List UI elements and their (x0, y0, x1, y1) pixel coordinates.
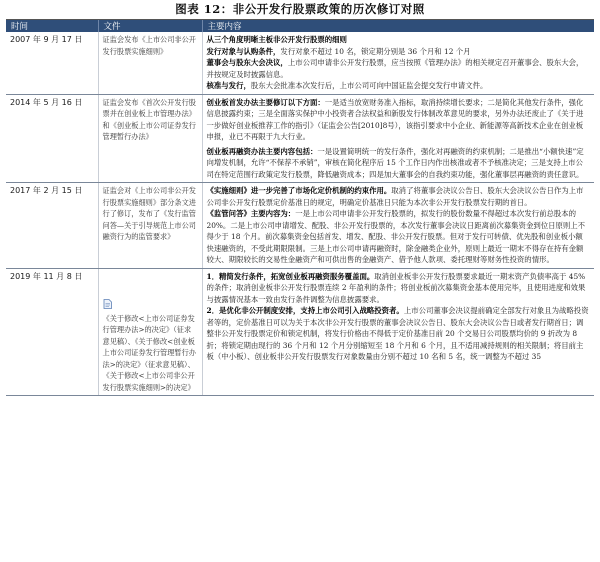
content-heading: 核准与发行， (206, 81, 251, 90)
row-date: 2014 年 5 月 16 日 (6, 94, 98, 183)
content-text: 取消了将董事会决议公告日、股东大会决议公告日作为上市公司非公开发行股票定价基准日的规定，明确定价基准日只能为本次非公开发行股票发行期的首日。 (206, 186, 584, 207)
content-heading: 1．精简发行条件，拓宽创业板再融资服务覆盖面。 (206, 271, 375, 281)
content-paragraph (207, 305, 591, 363)
row-document-text: 《关于修改<上市公司证券发行管理办法>的决定》（征求意见稿）、《关于修改<创业板上市公司证券发行管理暂行办法>的决定》（征求意见稿）、《关于修改<上市公司非公开发行股票实施细则>的决定》 (102, 313, 196, 392)
content-paragraph (207, 46, 591, 58)
content-heading: 创业板再融资办法主要内容包括： (206, 146, 318, 156)
content-heading: 董事会与股东大会决议， (206, 58, 288, 67)
content-paragraph (207, 185, 591, 208)
policy-revision-table (6, 20, 594, 396)
table-header-row (6, 20, 594, 32)
content-heading: 发行对象与认购条件， (206, 46, 281, 56)
content-heading: 《监管问答》主要内容为： (206, 209, 296, 218)
content-text: 一是上市公司申请非公开发行股票的，拟发行的股份数量不得超过本次发行前总股本的 20%。二是上市公司申请增发、配股、非公开发行股票的，本次发行董事会决议日距离前次募集资金到位日原则上不得少于 18 个月。前次募集资金包括首发、增发、配股、非公开发行股票。但对于发行可转债、优先股和创业板小额快速融资的，不受此期限限制。三是上市公司申请再融资时，除金融类企业外，原则上最近一期末不得存在持有金额较大、期限较长的交易性金融资产和可供出售的金融资产、借予他人款项、委托理财等财务性投资的情形。 (206, 209, 586, 264)
row-document (98, 32, 202, 94)
row-content (202, 94, 594, 183)
content-paragraph (207, 208, 591, 266)
row-content (202, 268, 594, 396)
table-row (6, 32, 594, 94)
content-text: 上市公司申请非公开发行股票，应当按照《管理办法》的相关规定召开董事会、股东大会，并按规定及时披露信息。 (206, 58, 584, 79)
row-content (202, 183, 594, 269)
row-document (98, 183, 202, 269)
content-text: 发行对象不超过 10 名，锁定期分别是 36 个月和 12 个月 (280, 46, 471, 56)
content-paragraph (207, 34, 591, 46)
content-paragraph (207, 80, 591, 92)
content-paragraph (207, 271, 591, 306)
content-text: 上市公司董事会决议提前确定全部发行对象且为战略投资者等的，定价基准日可以为关于本次非公开发行股票的董事会决议公告日、股东大会决议公告日或者发行期首日；调整非公开发行股票定价和锁定机制，将发行价格由不得低于定价基准日前 20 个交易日公司股票均价的 9 折改为 8 折；将锁定期由现行的 36 个月和 12 个月分别缩短至 18 个月和 6 个月，且不适用减持规则的相关限制；将目前主板（中小板）、创业板非公开发行股票发行对象数量由分别不超过 10 名和 5 名，统一调整为不超过 35 (206, 306, 589, 361)
document-icon (103, 299, 112, 309)
content-paragraph (207, 97, 591, 143)
row-document-text: 证监会发布《首次公开发行股票并在创业板上市管理办法》和《创业板上市公司证券发行管理暂行办法》 (102, 97, 196, 141)
content-heading: 创业板首发办法主要修订以下方面： (206, 97, 325, 107)
content-text: 股东大会批准本次发行后，上市公司可向中国证监会提交发行申请文件。 (250, 81, 488, 90)
header-doc: 文件 (98, 20, 202, 32)
row-document-text: 证监会发布《上市公司非公开发行股票实施细则》 (102, 35, 196, 56)
row-date: 2019 年 11 月 8 日 (6, 268, 98, 396)
header-content: 主要内容 (202, 20, 594, 32)
content-text: 取消创业板非公开发行股票要求最近一期末资产负债率高于 45%的条件；取消创业板非公开发行股票连续 2 年盈利的条件；将创业板前次募集资金基本使用完毕，且使用进度和效果与披露情况基本一致由发行条件调整为信息披露要求。 (206, 271, 586, 304)
table-row (6, 268, 594, 396)
row-date: 2007 年 9 月 17 日 (6, 32, 98, 94)
table-row (6, 183, 594, 269)
content-heading: 从三个角度明晰主板非公开发行股票的细则 (206, 35, 347, 44)
content-heading: 《实施细则》进一步完善了市场化定价机制的约束作用。 (206, 186, 392, 195)
row-content (202, 32, 594, 94)
content-text: 一是适当放宽财务准入指标，取消持续增长要求；二是简化其他发行条件，强化信息披露约束；三是全面落实保护中小投资者合法权益和新股发行体制改革意见的要求，另外办法还废止了《关于进一步做好创业板推荐工作的指引》（证监会公告[2010]8号），该指引要求中小企业、新能源等高新技术企业在创业板申报，业已不再限于九大行业。 (206, 97, 584, 141)
figure-title: 图表 12：非公开发行股票政策的历次修订对照 (175, 2, 425, 16)
row-document-text: 证监会对《上市公司非公开发行股票实施细则》部分条文进行了修订，发布了《发行监管问答—关于引导规范上市公司融资行为的监管要求》 (102, 186, 196, 241)
content-heading: 2．是优化非公开制度安排，支持上市公司引入战略投资者。 (206, 306, 404, 315)
row-document (98, 94, 202, 183)
content-paragraph (207, 57, 591, 80)
header-time: 时间 (6, 20, 98, 32)
table-row (6, 94, 594, 183)
content-paragraph (207, 146, 591, 181)
content-text: 一是设置简明统一的发行条件，强化对再融资的约束机制；二是推出“小额快速”定向增发机制，允许“不保荐不承销”，审核在简化程序后 15 个工作日内作出核准或者不予核准决定；三是支持上市公司在特定范围行政策定发行股票，降低融资成本；四是加大董事会的自我约束功能，强化董事层再融资的责任意识。 (206, 146, 584, 179)
row-document (98, 268, 202, 396)
row-date: 2017 年 2 月 15 日 (6, 183, 98, 269)
